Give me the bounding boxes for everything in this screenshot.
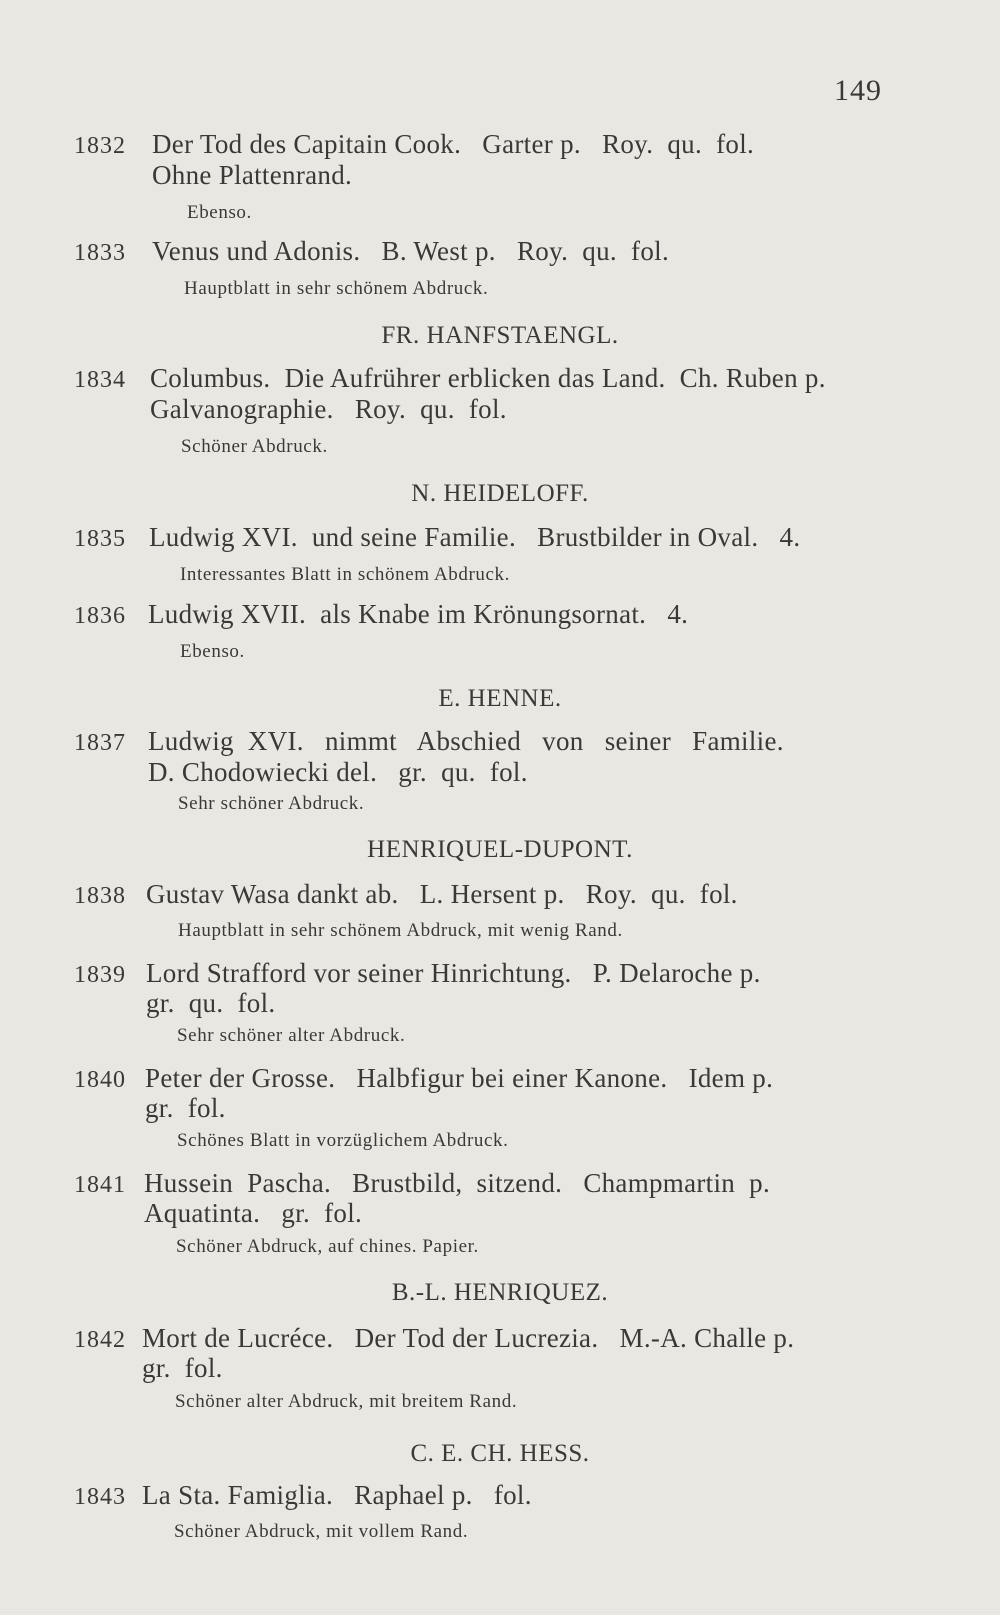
artist-heading: HENRIQUEL-DUPONT.	[367, 836, 633, 863]
artist-heading: N. HEIDELOFF.	[411, 480, 589, 507]
entry-note: Schöner alter Abdruck, mit breitem Rand.	[175, 1391, 518, 1412]
entry-note: Sehr schöner Abdruck.	[178, 793, 365, 814]
entry-title-line: D. Chodowiecki del. gr. qu. fol.	[148, 757, 528, 787]
entry-number: 1833	[74, 240, 126, 266]
entry-title-line: Gustav Wasa dankt ab. L. Hersent p. Roy. qu. fol.	[146, 879, 738, 909]
entry-number: 1841	[74, 1172, 126, 1198]
entry-title-line: Lord Strafford vor seiner Hinrichtung. P. Delaroche p.	[146, 958, 761, 988]
entry-number: 1840	[74, 1067, 126, 1093]
entry-number: 1839	[74, 962, 126, 988]
entry-title-line: Hussein Pascha. Brustbild, sitzend. Champmartin p.	[144, 1168, 771, 1198]
entry-number: 1836	[74, 603, 126, 629]
entry-note: Schöner Abdruck, mit vollem Rand.	[174, 1521, 469, 1542]
entry-number: 1838	[74, 883, 126, 909]
entry-number: 1837	[74, 730, 126, 756]
entry-note: Sehr schöner alter Abdruck.	[177, 1025, 406, 1046]
entry-number: 1835	[74, 526, 126, 552]
entry-title-line: Ludwig XVI. und seine Familie. Brustbilder in Oval. 4.	[149, 522, 801, 552]
entry-number: 1842	[74, 1327, 126, 1353]
entry-note: Ebenso.	[187, 202, 252, 223]
entry-note: Hauptblatt in sehr schönem Abdruck.	[184, 278, 489, 299]
entry-note: Interessantes Blatt in schönem Abdruck.	[180, 564, 510, 585]
entry-title-line: Peter der Grosse. Halbfigur bei einer Kanone. Idem p.	[145, 1063, 774, 1093]
entry-title-line: Columbus. Die Aufrührer erblicken das Land. Ch. Ruben p.	[150, 363, 826, 393]
entry-note: Schöner Abdruck.	[181, 436, 328, 457]
entry-number: 1832	[74, 133, 126, 159]
artist-heading: FR. HANFSTAENGL.	[381, 322, 619, 349]
entry-title-line: Venus und Adonis. B. West p. Roy. qu. fol.	[152, 236, 669, 266]
entry-title-line: gr. qu. fol.	[146, 988, 276, 1018]
entry-title-line: gr. fol.	[145, 1093, 226, 1123]
entry-note: Schönes Blatt in vorzüglichem Abdruck.	[177, 1130, 509, 1151]
entry-note: Hauptblatt in sehr schönem Abdruck, mit wenig Rand.	[178, 920, 623, 941]
entry-title-line: Ohne Plattenrand.	[152, 160, 353, 190]
entry-title-line: La Sta. Famiglia. Raphael p. fol.	[142, 1480, 532, 1510]
entry-title-line: Mort de Lucréce. Der Tod der Lucrezia. M.-A. Challe p.	[142, 1323, 795, 1353]
entry-title-line: Ludwig XVI. nimmt Abschied von seiner Familie.	[148, 726, 784, 756]
page-number: 149	[834, 74, 882, 107]
entry-title-line: Ludwig XVII. als Knabe im Krönungsornat. 4.	[148, 599, 689, 629]
artist-heading: C. E. CH. HESS.	[410, 1440, 590, 1467]
entry-note: Ebenso.	[180, 641, 245, 662]
entry-title-line: gr. fol.	[142, 1353, 223, 1383]
entry-number: 1834	[74, 367, 126, 393]
artist-heading: B.-L. HENRIQUEZ.	[391, 1279, 609, 1306]
entry-title-line: Aquatinta. gr. fol.	[144, 1198, 363, 1228]
entry-number: 1843	[74, 1484, 126, 1510]
entry-title-line: Der Tod des Capitain Cook. Garter p. Roy. qu. fol.	[152, 129, 755, 159]
artist-heading: E. HENNE.	[438, 685, 562, 712]
entry-note: Schöner Abdruck, auf chines. Papier.	[176, 1236, 479, 1257]
entry-title-line: Galvanographie. Roy. qu. fol.	[150, 394, 507, 424]
